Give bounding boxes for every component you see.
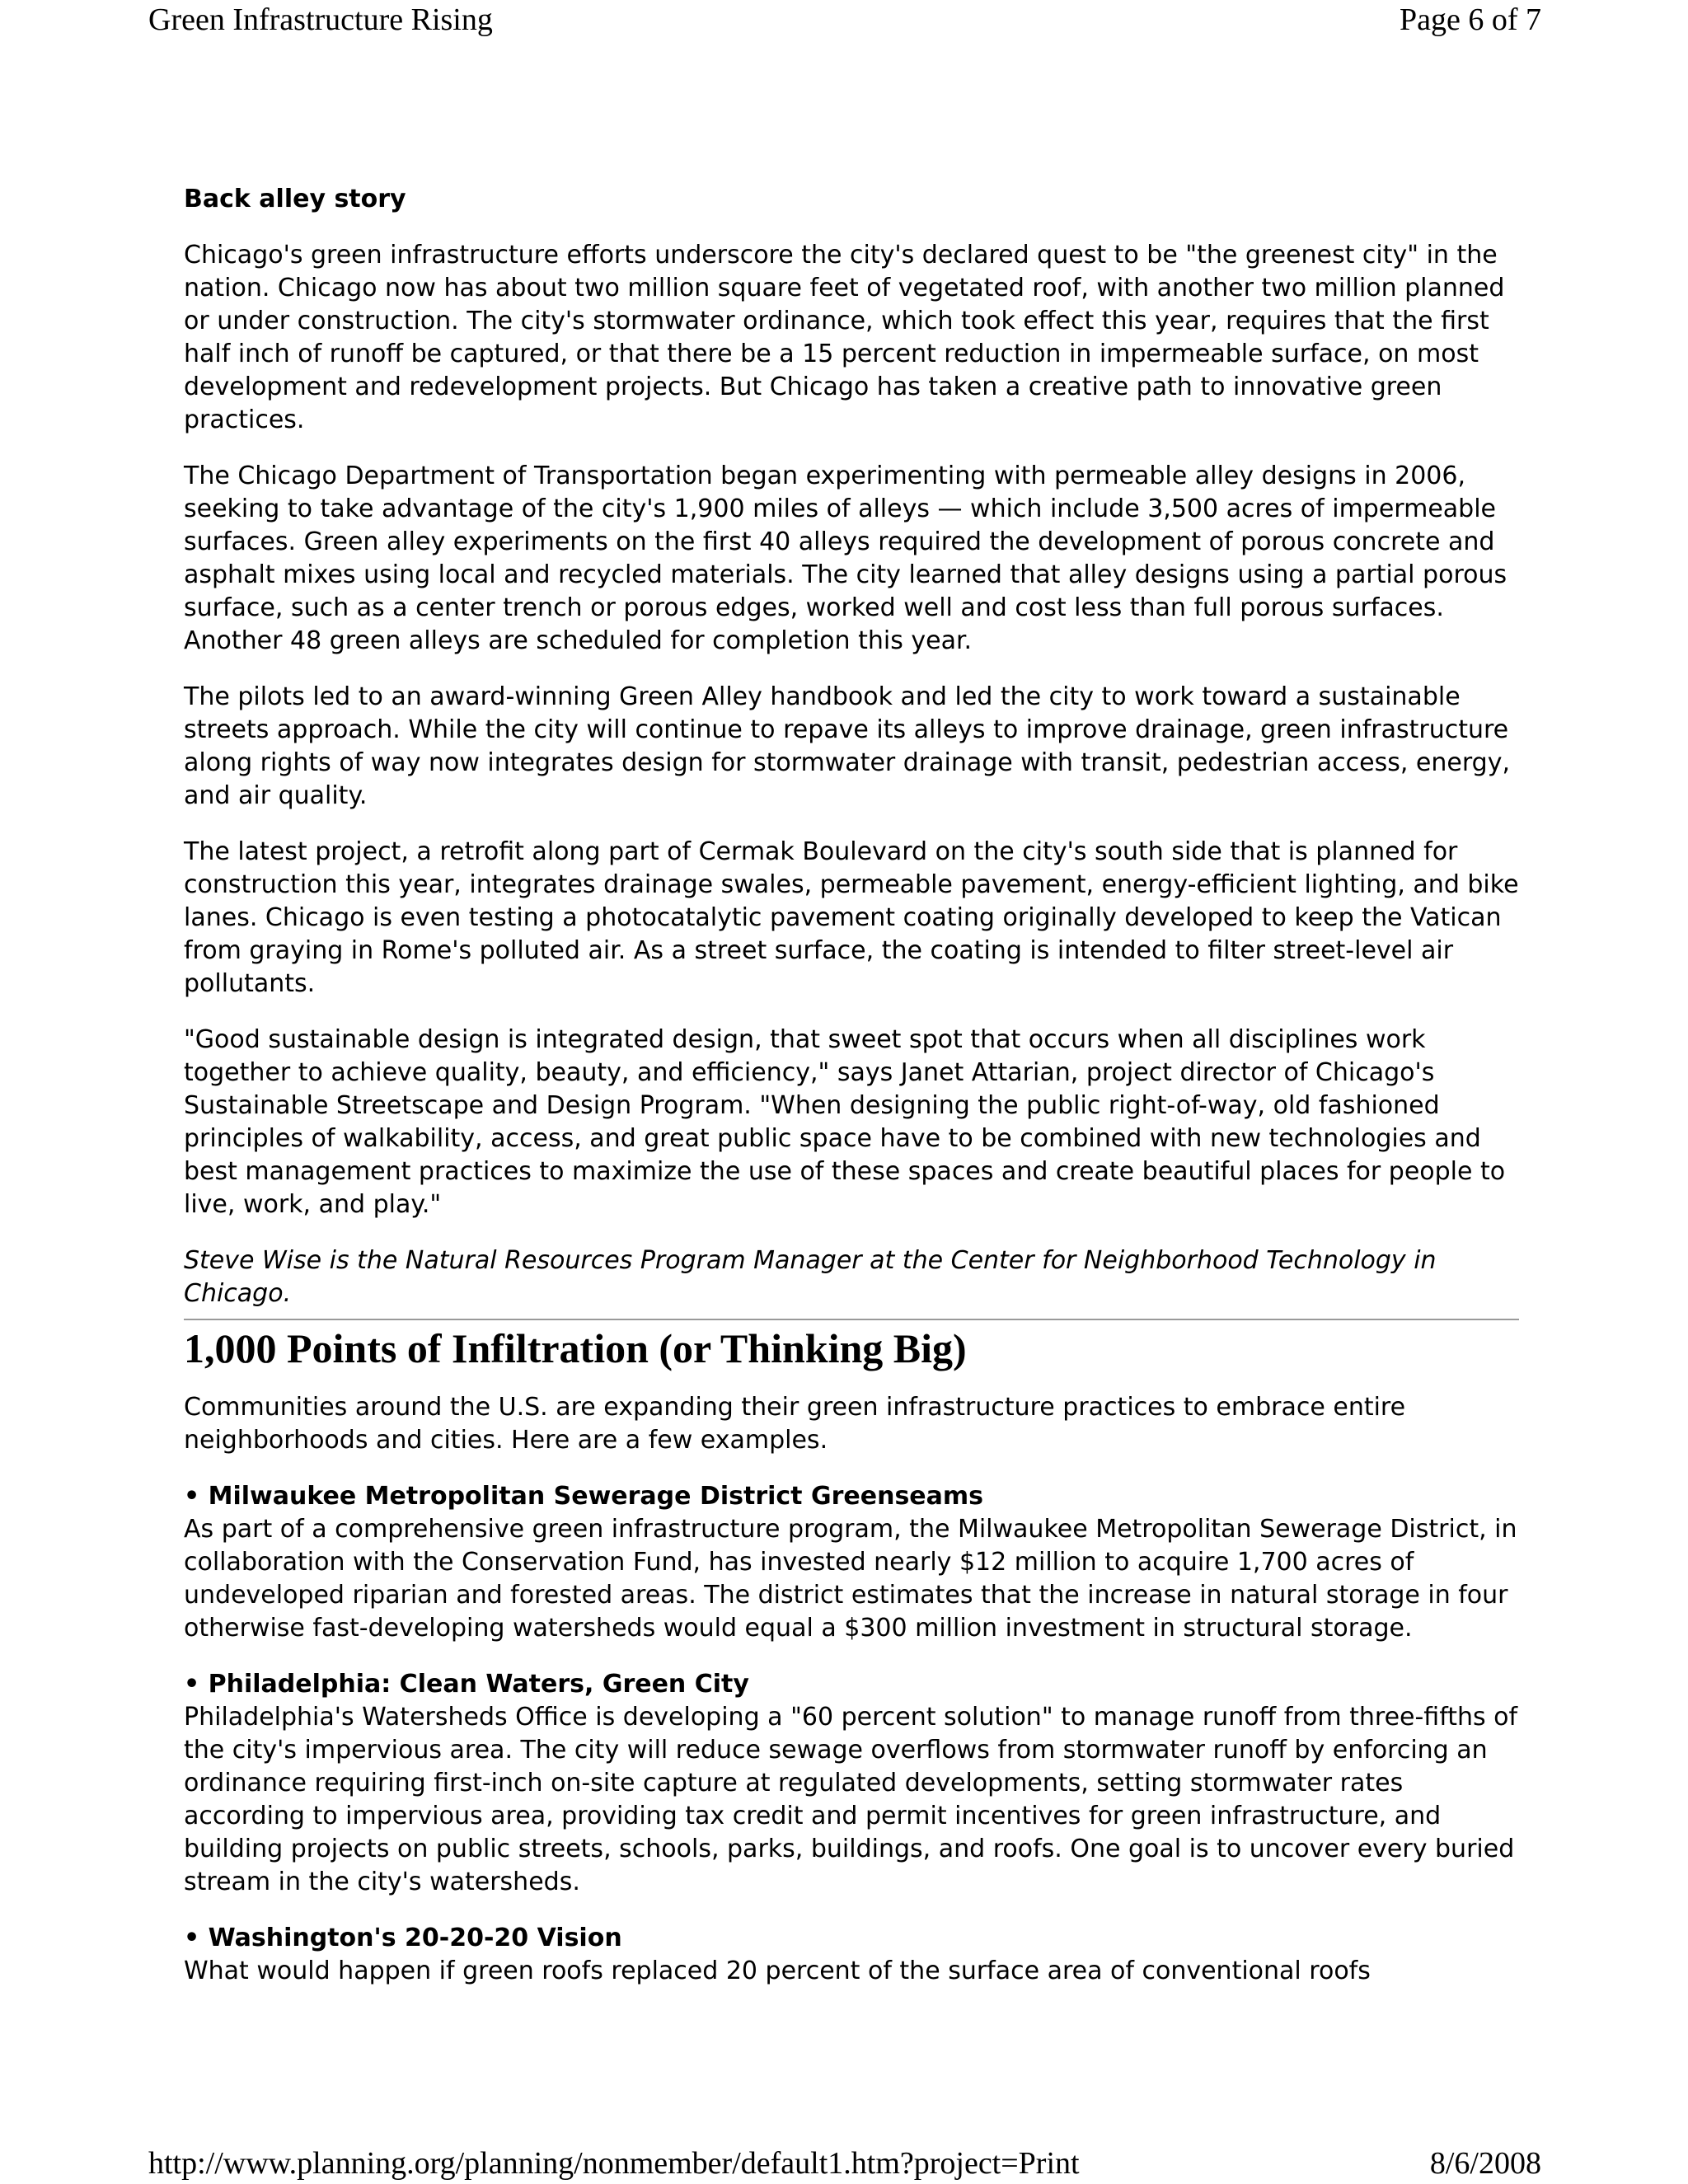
document-title: Green Infrastructure Rising: [148, 2, 493, 37]
sidebar-item-title: • Milwaukee Metropolitan Sewerage District Greenseams: [184, 1482, 984, 1511]
print-date: 8/6/2008: [1429, 2146, 1541, 2181]
section-divider: [184, 1319, 1519, 1320]
sidebar-item: [184, 1668, 1519, 1899]
sidebar-intro: Communities around the U.S. are expanding their green infrastructure practices to embrace entire neighborhoods and cities. Here are a few examples.: [184, 1393, 1406, 1455]
page-url: http://www.planning.org/planning/nonmember/default1.htm?project=Print: [148, 2146, 1080, 2181]
article-paragraph: Chicago's green infrastructure efforts underscore the city's declared quest to be "the greenest city" in the nation. Chicago now has about two million square feet of vegetated roof, with another two million planned or under construction. The city's stormwater ordinance, which took effect this year, requires that the first half inch of runoff be captured, or that there be a 15 percent reduction in impermeable surface, on most development and redevelopment projects. But Chicago has taken a creative path to innovative green practices.: [184, 241, 1505, 434]
sidebar-item-body: As part of a comprehensive green infrastructure program, the Milwaukee Metropolitan Sewerage District, in collaboration with the Conservation Fund, has invested nearly $12 million to acquire 1,700 acres of undeveloped riparian and forested areas. The district estimates that the increase in natural storage in four otherwise fast-developing watersheds would equal a $300 million investment in structural storage.: [184, 1515, 1517, 1643]
sidebar-title: 1,000 Points of Infiltration (or Thinking Big): [184, 1325, 967, 1371]
section-heading: Back alley story: [184, 185, 406, 213]
article-paragraph: The pilots led to an award-winning Green Alley handbook and led the city to work toward a sustainable streets approach. While the city will continue to repave its alleys to improve drainage, green infrastructure along rights of way now integrates design for stormwater drainage with transit, pedestrian access, energy, and air quality.: [184, 682, 1510, 810]
sidebar-item-body: What would happen if green roofs replaced 20 percent of the surface area of conventional roofs: [184, 1957, 1371, 1985]
article-paragraph: "Good sustainable design is integrated design, that sweet spot that occurs when all disciplines work together to achieve quality, beauty, and efficiency," says Janet Attarian, project director of Chicago's Sustainable Streetscape and Design Program. "When designing the public right-of-way, old fashioned principles of walkability, access, and great public space have to be combined with new technologies and best management practices to maximize the use of these spaces and create beautiful places for people to live, work, and play.": [184, 1025, 1506, 1219]
sidebar-item: [184, 1480, 1519, 1645]
article-paragraph: The latest project, a retrofit along part of Cermak Boulevard on the city's south side that is planned for construction this year, integrates drainage swales, permeable pavement, energy-efficient lighting, and bike lanes. Chicago is even testing a photocatalytic pavement coating originally developed to keep the Vatican from graying in Rome's polluted air. As a street surface, the coating is intended to filter street-level air pollutants.: [184, 837, 1519, 998]
page-number: Page 6 of 7: [1399, 2, 1541, 37]
sidebar-item-title: • Philadelphia: Clean Waters, Green City: [184, 1670, 749, 1699]
article-content: [184, 183, 1519, 2011]
sidebar-item: [184, 1922, 1519, 1988]
author-byline: Steve Wise is the Natural Resources Program Manager at the Center for Neighborhood Technology in Chicago.: [184, 1246, 1437, 1308]
print-footer: [148, 2144, 1541, 2184]
sidebar-item-body: Philadelphia's Watersheds Office is developing a "60 percent solution" to manage runoff from three-fifths of the city's impervious area. The city will reduce sewage overflows from stormwater runoff by enforcing an ordinance requiring first-inch on-site capture at regulated developments, setting stormwater rates according to impervious area, providing tax credit and permit incentives for green infrastructure, and building projects on public streets, schools, parks, buildings, and roofs. One goal is to uncover every buried stream in the city's watersheds.: [184, 1703, 1518, 1896]
article-paragraph: The Chicago Department of Transportation began experimenting with permeable alley designs in 2006, seeking to take advantage of the city's 1,900 miles of alleys — which include 3,500 acres of impermeable surfaces. Green alley experiments on the first 40 alleys required the development of porous concrete and asphalt mixes using local and recycled materials. The city learned that alley designs using a partial porous surface, such as a center trench or porous edges, worked well and cost less than full porous surfaces. Another 48 green alleys are scheduled for completion this year.: [184, 462, 1507, 655]
sidebar-item-title: • Washington's 20-20-20 Vision: [184, 1924, 622, 1952]
print-header: [148, 0, 1541, 46]
